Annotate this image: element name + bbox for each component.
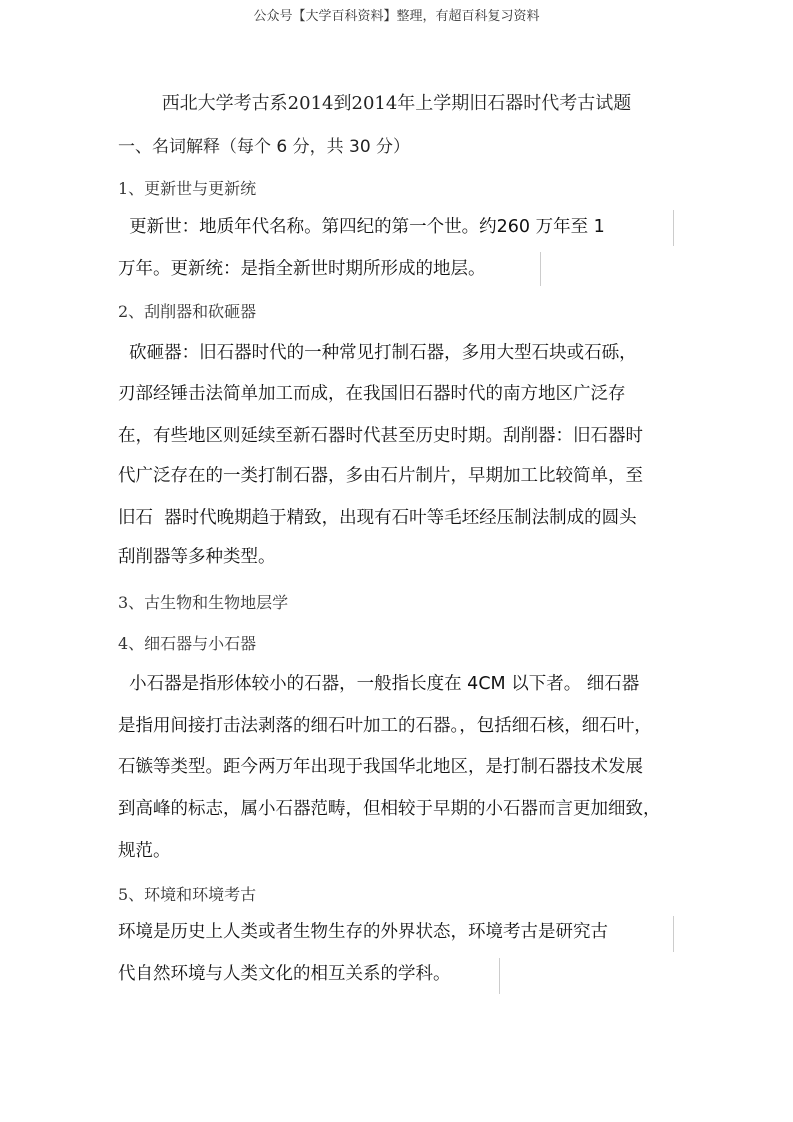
item-4-line: 是指用间接打击法剥落的细石叶加工的石器。，包括细石核，细石叶， (118, 716, 652, 736)
item-2-line: 代广泛存在的一类打制石器，多由石片制片，早期加工比较简单，至 (118, 466, 643, 486)
item-2-line: 刃部经锤击法简单加工而成，在我国旧石器时代的南方地区广泛存 (118, 384, 626, 404)
page-header-watermark: 公众号【大学百科资料】整理，有超百科复习资料 (253, 9, 540, 24)
item-1-heading: 1、更新世与更新统 (118, 179, 257, 198)
section-heading: 一、名词解释（每个 6 分，共 30 分） (118, 137, 411, 157)
item-2-line: 刮削器等多种类型。 (118, 547, 276, 567)
text-cursor-mark (673, 210, 674, 246)
item-4-heading: 4、细石器与小石器 (118, 634, 257, 653)
text-box-edge (673, 916, 674, 952)
item-1-line: 更新世：地质年代名称。第四纪的第一个世。约260 万年至 1 (118, 217, 605, 237)
item-4-line: 石镞等类型。距今两万年出现于我国华北地区，是打制石器技术发展 (118, 757, 643, 777)
item-4-line: 规范。 (118, 841, 171, 861)
item-5-line: 环境是历史上人类或者生物生存的外界状态，环境考古是研究古 (118, 922, 608, 942)
text-box-edge (499, 958, 500, 994)
item-2-line: 旧石 器时代晚期趋于精致，出现有石叶等毛坯经压制法制成的圆头 (118, 508, 637, 528)
item-2-heading: 2、刮削器和砍砸器 (118, 302, 257, 321)
exam-title: 西北大学考古系2014到2014年上学期旧石器时代考古试题 (161, 93, 632, 114)
text-cursor-mark (540, 252, 541, 286)
item-2-line: 砍砸器：旧石器时代的一种常见打制石器，多用大型石块或石砾， (118, 343, 637, 363)
item-3-heading: 3、古生物和生物地层学 (118, 593, 289, 612)
item-4-line: 小石器是指形体较小的石器，一般指长度在 4CM 以下者。 细石器 (118, 674, 640, 694)
item-1-line: 万年。更新统：是指全新世时期所形成的地层。 (118, 259, 486, 279)
item-5-heading: 5、环境和环境考古 (118, 885, 257, 904)
item-2-line: 在，有些地区则延续至新石器时代甚至历史时期。刮削器：旧石器时 (118, 426, 643, 446)
item-5-line: 代自然环境与人类文化的相互关系的学科。 (118, 964, 451, 984)
item-4-line: 到高峰的标志，属小石器范畴，但相较于早期的小石器而言更加细致， (118, 799, 661, 819)
